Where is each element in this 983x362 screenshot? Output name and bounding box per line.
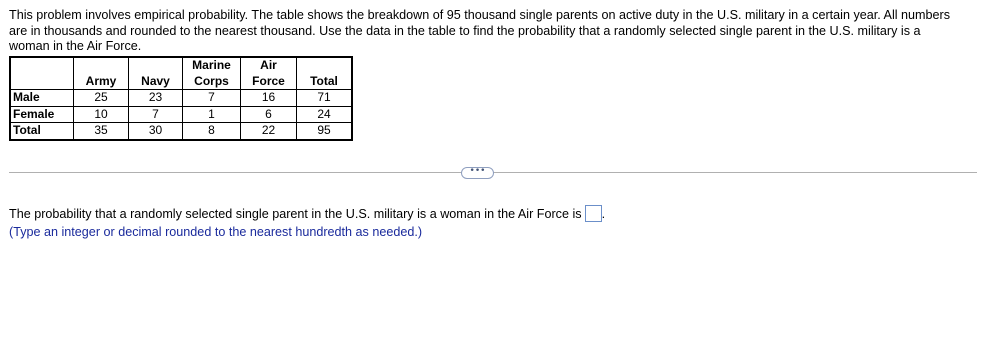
row-label: Female	[10, 106, 74, 123]
table-cell: 23	[129, 90, 183, 107]
row-label: Total	[10, 123, 74, 140]
answer-input[interactable]	[585, 205, 602, 222]
header-top-cell: Air	[241, 57, 297, 74]
header-top-cell: Marine	[183, 57, 241, 74]
table-cell: 25	[74, 90, 129, 107]
table-cell: 6	[241, 106, 297, 123]
table-cell: 22	[241, 123, 297, 140]
table-cell: 10	[74, 106, 129, 123]
more-options-button[interactable]: •••	[461, 167, 494, 179]
table-cell: 1	[183, 106, 241, 123]
table-cell: 35	[74, 123, 129, 140]
table-cell: 71	[297, 90, 353, 107]
header-cell: Force	[241, 74, 297, 90]
row-label: Male	[10, 90, 74, 107]
answer-suffix: .	[601, 207, 606, 221]
table-cell: 95	[297, 123, 353, 140]
table-row	[10, 123, 352, 140]
header-cell: Navy	[129, 74, 183, 90]
table-cell: 8	[183, 123, 241, 140]
table-cell: 16	[241, 90, 297, 107]
header-cell: Total	[297, 74, 353, 90]
table-cell: 7	[183, 90, 241, 107]
table-cell: 24	[297, 106, 353, 123]
header-cell: Corps	[183, 74, 241, 90]
data-table	[9, 56, 353, 141]
answer-hint: (Type an integer or decimal rounded to the nearest hundredth as needed.)	[9, 225, 423, 239]
answer-prompt: The probability that a randomly selected single parent in the U.S. military is a woman in the Air Force is	[9, 207, 582, 221]
header-top-cell	[129, 57, 183, 74]
table-row	[10, 106, 352, 123]
header-cell	[10, 74, 74, 90]
header-cell: Army	[74, 74, 129, 90]
problem-statement: This problem involves empirical probability. The table shows the breakdown of 95 thousand single parents on active duty in the U.S. military in a certain year. All numbers are in thousands and rounded to the nearest thousand. Use the data in the table to find the probability that a randomly selected single parent in the U.S. military is a woman in the Air Force.	[9, 8, 951, 53]
table-cell: 7	[129, 106, 183, 123]
answer-line	[9, 205, 605, 222]
table-cell: 30	[129, 123, 183, 140]
header-top-cell	[297, 57, 353, 74]
header-top-cell	[10, 57, 74, 74]
table-row	[10, 90, 352, 107]
header-top-cell	[74, 57, 129, 74]
